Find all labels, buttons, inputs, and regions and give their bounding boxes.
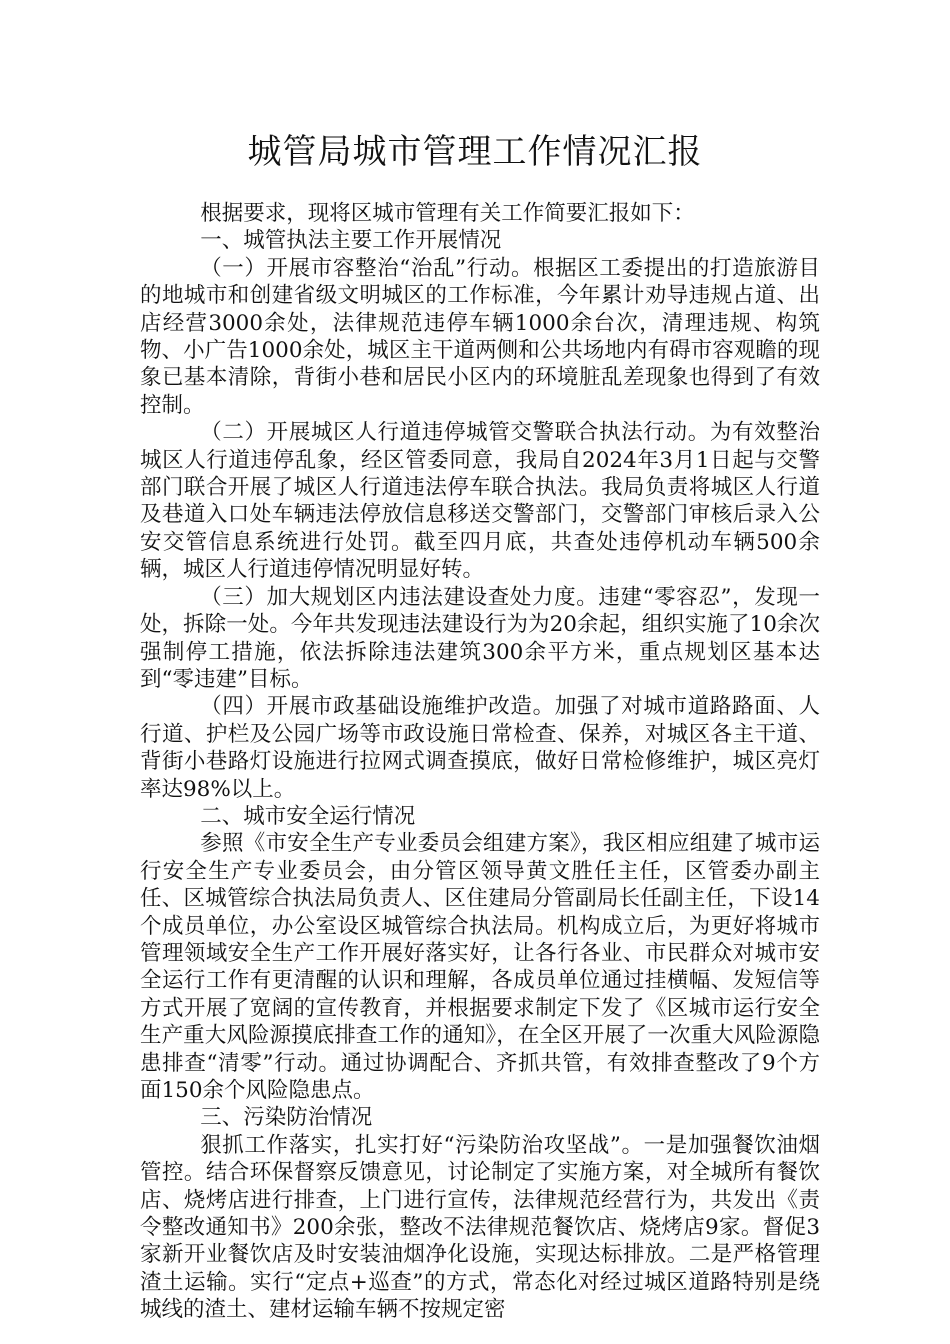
section-heading-3: 三、污染防治情况 [200,1105,373,1131]
paragraph-1-4: （四）开展市政基础设施维护改造。加强了对城市道路路面、人行道、护栏及公园广场等市政设施日常检查、保养，对城区各主干道、背街小巷路灯设施进行拉网式调查摸底，做好日常检修维护，城区亮灯率达98%以上。 [140,694,820,802]
section-heading-1: 一、城管执法主要工作开展情况 [200,228,502,254]
document-body [140,200,820,1324]
paragraph-1-2: （二）开展城区人行道违停城管交警联合执法行动。为有效整治城区人行道违停乱象，经区管委同意，我局自2024年3月1日起与交警部门联合开展了城区人行道违法停车联合执法。我局负责将城区人行道及巷道入口处车辆违法停放信息移送交警部门，交警部门审核后录入公安交管信息系统进行处罚。截至四月底，共查处违停机动车辆500余辆，城区人行道违停情况明显好转。 [140,420,820,583]
paragraph-1-1: （一）开展市容整治“治乱”行动。根据区工委提出的打造旅游目的地城市和创建省级文明城区的工作标准，今年累计劝导违规占道、出店经营3000余处，法律规范违停车辆1000余台次，清理违规、构筑物、小广告1000余处，城区主干道两侧和公共场地内有碍市容观瞻的现象已基本清除，背街小巷和居民小区内的环境脏乱差现象也得到了有效控制。 [140,255,820,418]
paragraph-2: 参照《市安全生产专业委员会组建方案》，我区相应组建了城市运行安全生产专业委员会，由分管区领导黄文胜任主任，区管委办副主任、区城管综合执法局负责人、区住建局分管副局长任副主任，下设14个成员单位，办公室设区城管综合执法局。机构成立后，为更好将城市管理领域安全生产工作开展好落实好，让各行各业、市民群众对城市安全运行工作有更清醒的认识和理解，各成员单位通过挂横幅、发短信等方式开展了宽阔的宣传教育，并根据要求制定下发了《区城市运行安全生产重大风险源摸底排查工作的通知》，在全区开展了一次重大风险源隐患排查“清零”行动。通过协调配合、齐抓共管，有效排查整改了9个方面150余个风险隐患点。 [140,831,820,1103]
document-title: 城管局城市管理工作情况汇报 [247,132,703,172]
intro-paragraph: 根据要求，现将区城市管理有关工作简要汇报如下： [200,201,695,226]
paragraph-3: 狠抓工作落实，扎实打好“污染防治攻坚战”。一是加强餐饮油烟管控。结合环保督察反馈意见，讨论制定了实施方案，对全城所有餐饮店、烧烤店进行排查，上门进行宣传，法律规范经营行为，共发出《责令整改通知书》200余张，整改不法律规范餐饮店、烧烤店9家。督促3家新开业餐饮店及时安装油烟净化设施，实现达标排放。二是严格管理渣土运输。实行“定点+巡查”的方式，常态化对经过城区道路特别是绕城线的渣土、建材运输车辆不按规定密 [140,1132,820,1323]
paragraph-1-3: （三）加大规划区内违法建设查处力度。违建“零容忍”，发现一处，拆除一处。今年共发现违法建设行为为20余起，组织实施了10余次强制停工措施，依法拆除违法建筑300余平方米，重点规划区基本达到“零违建”目标。 [140,584,820,692]
section-heading-2: 二、城市安全运行情况 [200,803,416,829]
